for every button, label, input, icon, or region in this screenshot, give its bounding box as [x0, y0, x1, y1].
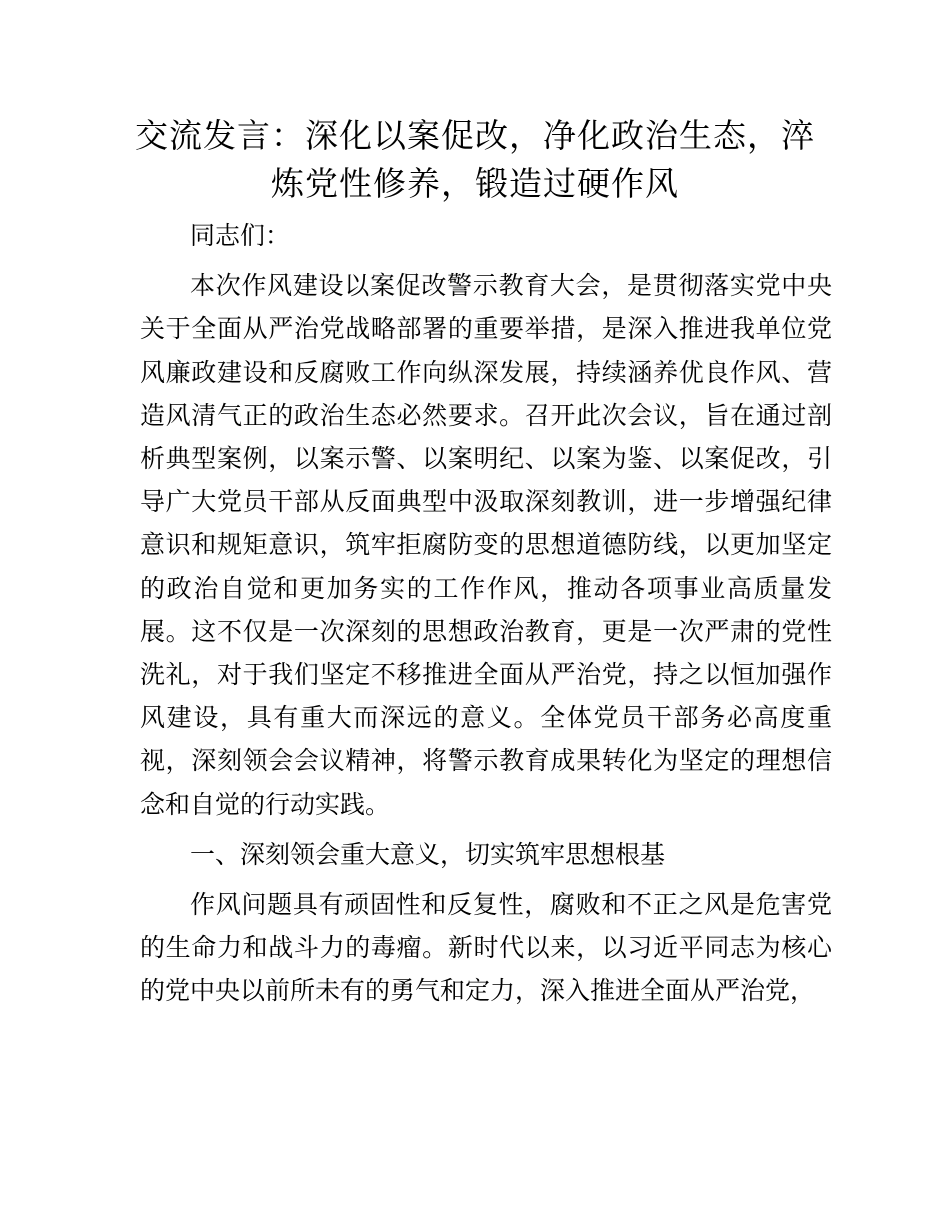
- document-body: [140, 214, 832, 1013]
- section-paragraph: 作风问题具有顽固性和反复性，腐败和不正之风是危害党的生命力和战斗力的毒瘤。新时代以来，以习近平同志为核心的党中央以前所未有的勇气和定力，深入推进全面从严治党，: [140, 890, 832, 1006]
- document-title: 交流发言：深化以案促改，净化政治生态，淬炼党性修养，锻造过硬作风: [135, 116, 815, 203]
- salutation-paragraph: 同志们：: [190, 221, 291, 250]
- intro-paragraph: 本次作风建设以案促改警示教育大会，是贯彻落实党中央关于全面从严治党战略部署的重要举措，是深入推进我单位党风廉政建设和反腐败工作向纵深发展，持续涵养优良作风、营造风清气正的政治生态必然要求。召开此次会议，旨在通过剖析典型案例，以案示警、以案明纪、以案为鉴、以案促改，引导广大党员干部从反面典型中汲取深刻教训，进一步增强纪律意识和规矩意识，筑牢拒腐防变的思想道德防线，以更加坚定的政治自觉和更加务实的工作作风，推动各项事业高质量发展。这不仅是一次深刻的思想政治教育，更是一次严肃的党性洗礼，对于我们坚定不移推进全面从严治党，持之以恒加强作风建设，具有重大而深远的意义。全体党员干部务必高度重视，深刻领会会议精神，将警示教育成果转化为坚定的理想信念和自觉的行动实践。: [140, 271, 832, 819]
- section-heading: 一、深刻领会重大意义，切实筑牢思想根基: [190, 839, 666, 869]
